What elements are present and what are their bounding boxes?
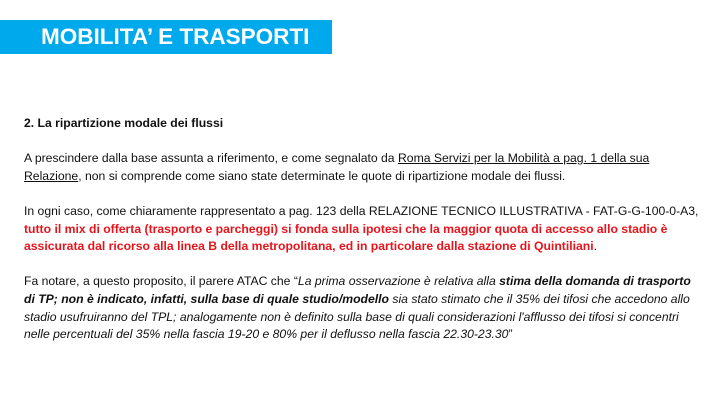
paragraph-2-text-b: . [593,239,597,254]
atac-quote-a: La prima osservazione è relativa alla [297,274,500,289]
paragraph-3-text-a: Fa notare, a questo proposito, il parere ATAC che “ [24,274,298,289]
atac-quote-b: sia stato stimato che il 35% dei tifosi che accedono allo stadio usufruiranno del TPL; analogamente non è definito sulla base di quali considerazioni l'afflusso dei tifosi si concentri nelle percentuali del 35% nella fascia 19-20 e 80% per il deflusso nella fascia 22.30-23.30 [24,291,690,342]
paragraph-1-text-b: , non si comprende come siano state determinate le quote di ripartizione modale dei flussi. [78,168,566,183]
paragraph-3 [24,273,700,343]
section-heading: 2. La ripartizione modale dei flussi [24,116,224,130]
main-content [24,115,700,344]
paragraph-2-highlight: tutto il mix di offerta (trasporto e parcheggi) si fonda sulla ipotesi che la maggior quota di accesso allo stadio è assicurata dal ricorso alla linea B della metropolitana, ed in particolare dalla stazione di Quintiliani [24,221,668,254]
paragraph-1-text-a: A prescindere dalla base assunta a riferimento, e come segnalato da [24,151,398,166]
atac-quote-emphasis: stima della domanda di trasporto di TP; non è indicato, infatti, sulla base di quale studio/modello [24,274,691,306]
paragraph-1 [24,150,700,185]
paragraph-2 [24,203,700,256]
page-title: MOBILITA’ E TRASPORTI [41,24,310,49]
roma-servizi-reference-link[interactable]: Roma Servizi per la Mobilità a pag. 1 della sua Relazione [24,151,650,183]
title-banner [0,20,332,54]
paragraph-3-close-quote: ” [508,327,513,342]
paragraph-2-text-a: In ogni caso, come chiaramente rappresentato a pag. 123 della RELAZIONE TECNICO ILLUSTRATIVA - FAT-G-G-100-0-A3, [24,203,699,218]
